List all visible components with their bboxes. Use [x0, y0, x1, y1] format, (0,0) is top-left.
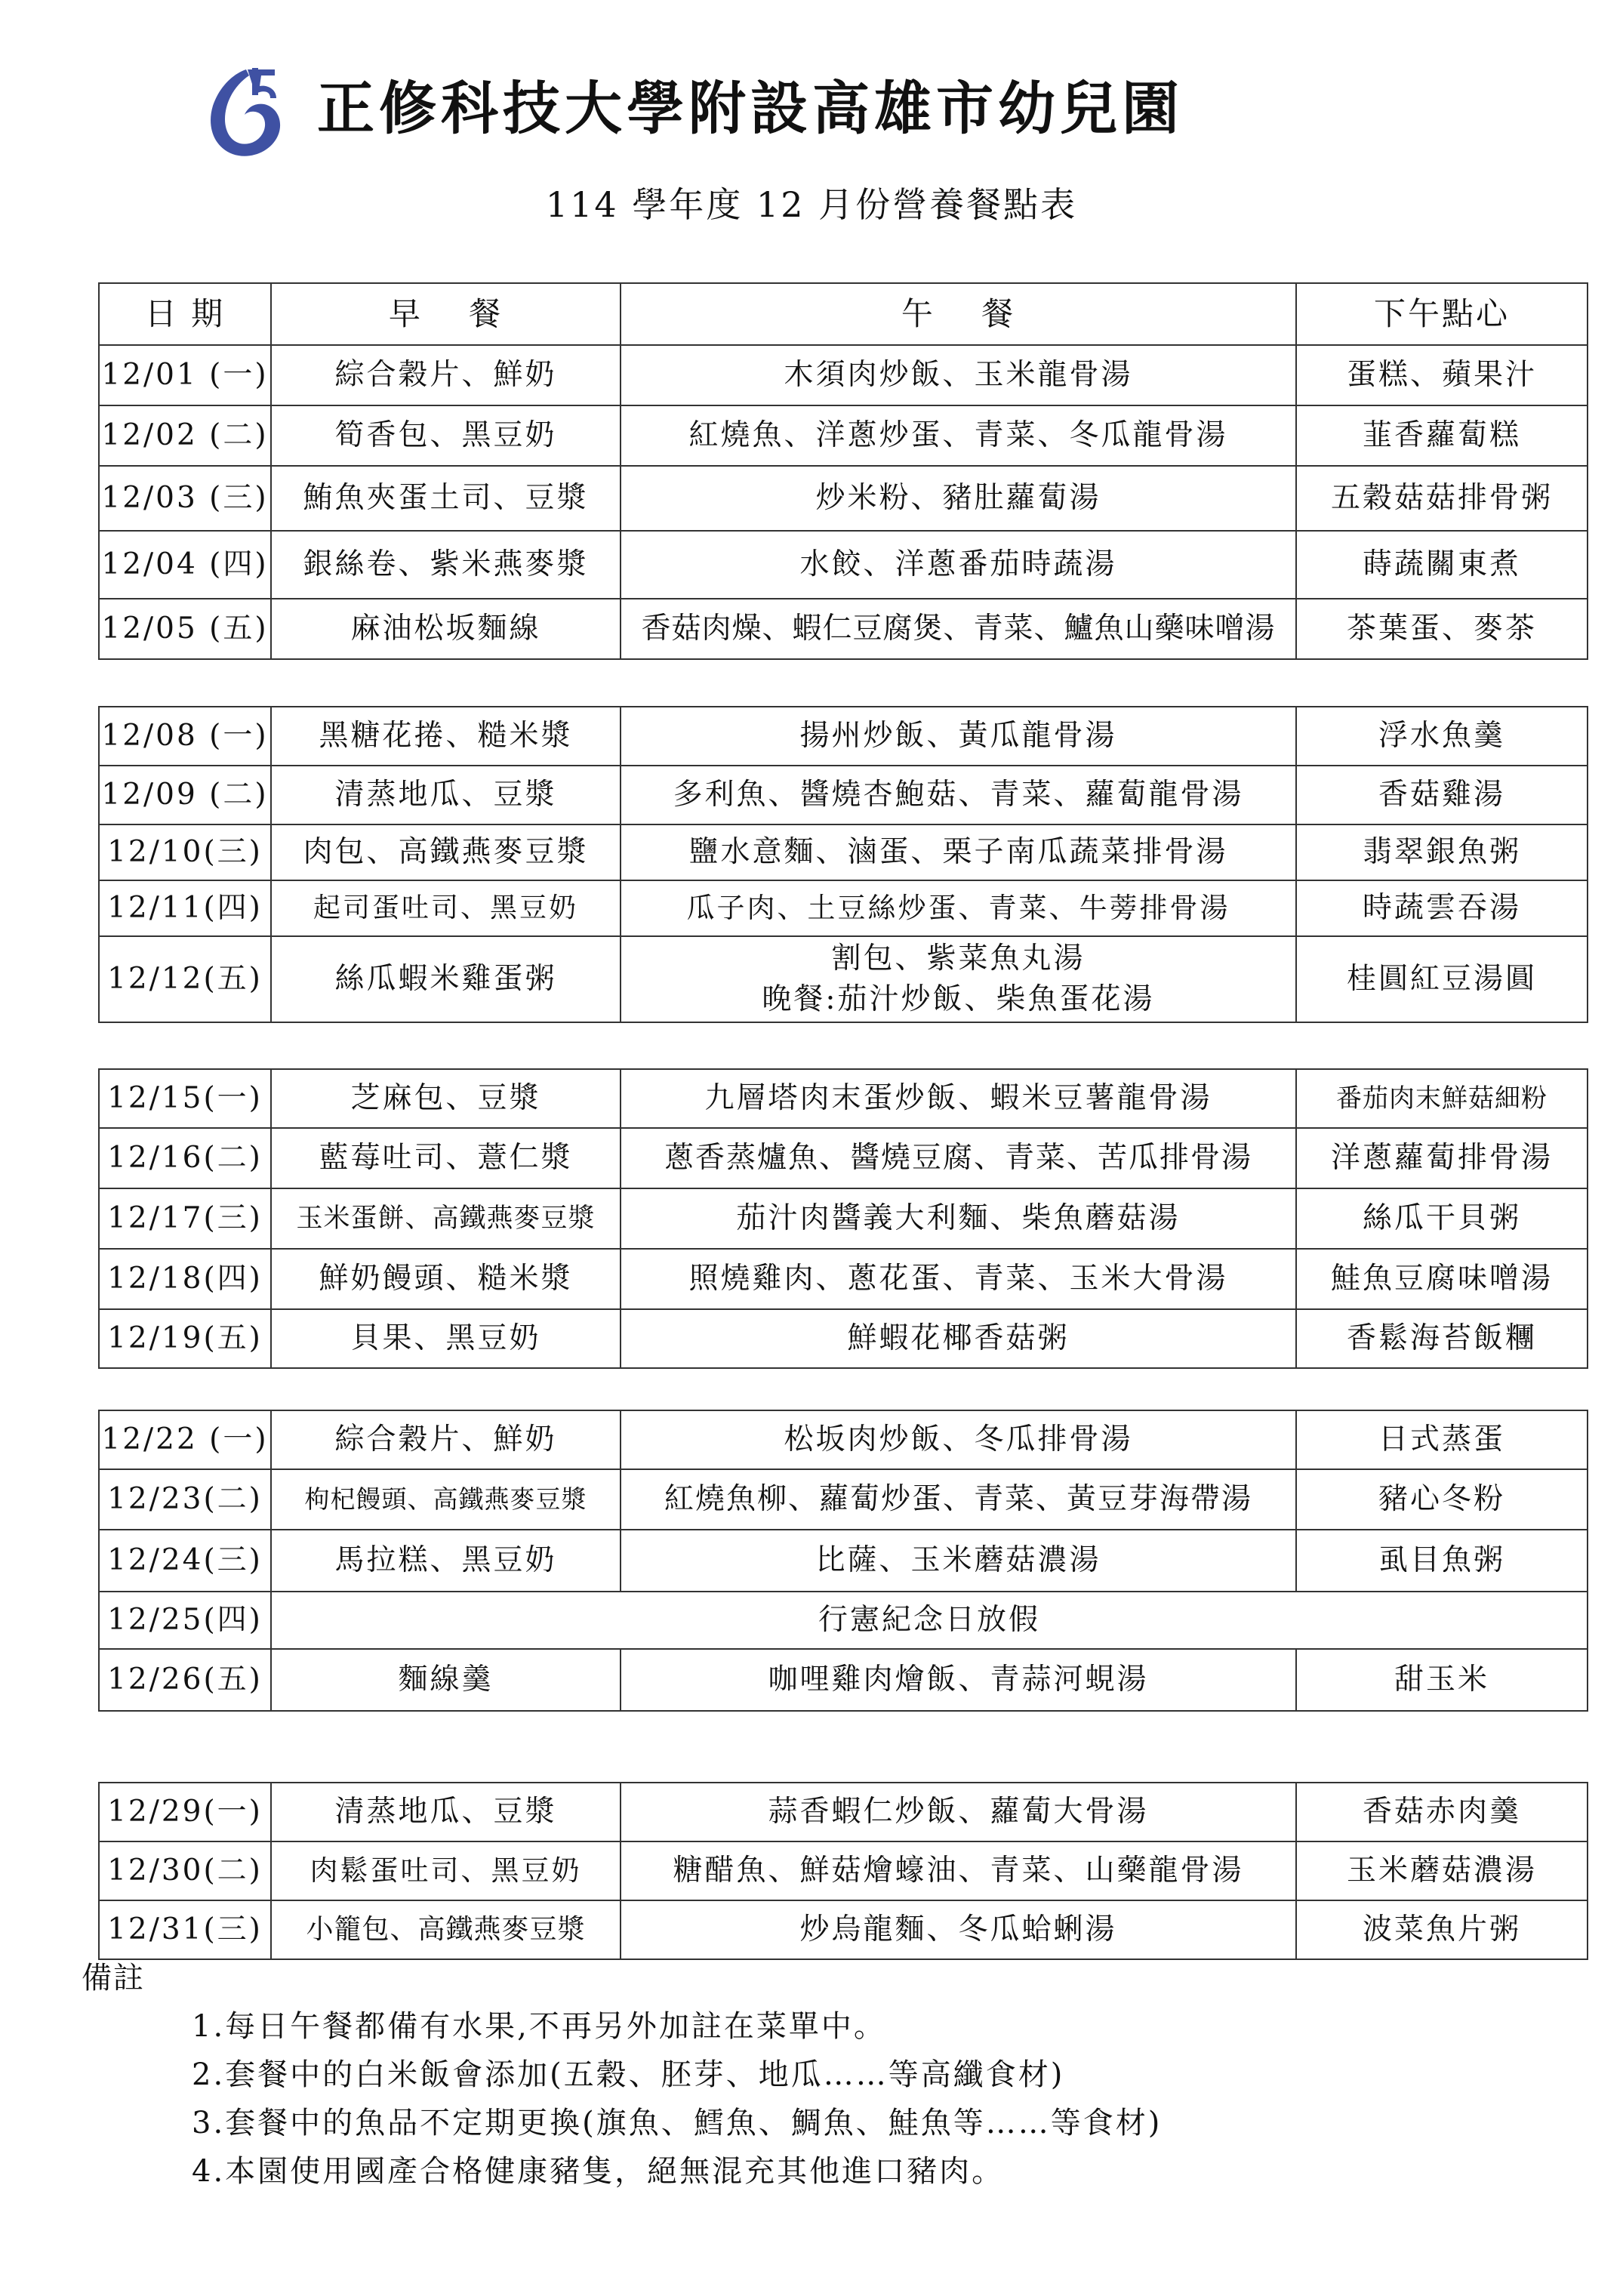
- snack-cell: 絲瓜干貝粥: [1296, 1188, 1588, 1249]
- menu-table-week-4: [98, 1410, 1588, 1712]
- snack-cell: 鮭魚豆腐味噌湯: [1296, 1249, 1588, 1309]
- notes-list: [192, 2002, 1551, 2196]
- lunch-line: 多利魚、醬燒杏鮑菇、青菜、蘿蔔龍骨湯: [673, 778, 1244, 812]
- date-cell: 12/05 (五): [99, 599, 271, 659]
- lunch-cell: [621, 1649, 1296, 1711]
- lunch-line: 瓜子肉、土豆絲炒蛋、青菜、牛蒡排骨湯: [686, 892, 1230, 924]
- lunch-line: 茄汁肉醬義大利麵、柴魚蘑菇湯: [736, 1201, 1181, 1235]
- lunch-line: 紅燒魚柳、蘿蔔炒蛋、青菜、黃豆芽海帶湯: [664, 1482, 1252, 1516]
- snack-cell: 波菜魚片粥: [1296, 1900, 1588, 1959]
- lunch-cell: [621, 1309, 1296, 1368]
- breakfast-cell: 筍香包、黑豆奶: [271, 405, 621, 466]
- breakfast-cell: 芝麻包、豆漿: [271, 1069, 621, 1128]
- lunch-cell: [621, 1249, 1296, 1309]
- breakfast-cell: 枸杞饅頭、高鐵燕麥豆漿: [271, 1469, 621, 1530]
- date-cell: 12/29(一): [99, 1783, 271, 1841]
- lunch-cell: [621, 1128, 1296, 1188]
- header-lunch: 午 餐: [621, 283, 1296, 345]
- lunch-line: 炒米粉、豬肚蘿蔔湯: [815, 481, 1101, 515]
- date-cell: 12/10(三): [99, 824, 271, 880]
- table-header-row: [99, 283, 1588, 345]
- table-row: [99, 1069, 1588, 1128]
- snack-cell: 日式蒸蛋: [1296, 1410, 1588, 1469]
- school-name-title: 正修科技大學附設高雄市幼兒園: [317, 75, 1184, 142]
- date-cell: 12/23(二): [99, 1469, 271, 1530]
- snack-cell: 番茄肉末鮮菇細粉: [1296, 1069, 1588, 1128]
- snack-cell: 玉米蘑菇濃湯: [1296, 1841, 1588, 1900]
- table-row: [99, 405, 1588, 466]
- snack-cell: 五穀菇菇排骨粥: [1296, 466, 1588, 531]
- table-row: [99, 707, 1588, 766]
- date-cell: 12/12(五): [99, 936, 271, 1022]
- lunch-line: 九層塔肉末蛋炒飯、蝦米豆薯龍骨湯: [704, 1081, 1212, 1115]
- menu-table-week-5: [98, 1782, 1588, 1960]
- lunch-cell: [621, 466, 1296, 531]
- date-cell: 12/31(三): [99, 1900, 271, 1959]
- note-item: 2.套餐中的白米飯會添加(五穀、胚芽、地瓜……等高纖食材): [192, 2057, 1065, 2092]
- table-row: [99, 599, 1588, 659]
- snack-cell: 桂圓紅豆湯圓: [1296, 936, 1588, 1022]
- lunch-line: 鮮蝦花椰香菇粥: [847, 1321, 1070, 1355]
- snack-cell: 香菇雞湯: [1296, 766, 1588, 824]
- lunch-line: 揚州炒飯、黃瓜龍骨湯: [799, 719, 1117, 753]
- lunch-line: 松坂肉炒飯、冬瓜排骨湯: [784, 1422, 1133, 1456]
- table-row: [99, 936, 1588, 1022]
- breakfast-cell: 綜合穀片、鮮奶: [271, 1410, 621, 1469]
- menu-table-week-1: [98, 282, 1588, 660]
- lunch-cell: [621, 1469, 1296, 1530]
- breakfast-cell: 貝果、黑豆奶: [271, 1309, 621, 1368]
- lunch-cell: [621, 1783, 1296, 1841]
- lunch-cell: [621, 1188, 1296, 1249]
- snack-cell: 香菇赤肉羹: [1296, 1783, 1588, 1841]
- lunch-cell: [621, 936, 1296, 1022]
- table-row: [99, 1249, 1588, 1309]
- snack-cell: 翡翠銀魚粥: [1296, 824, 1588, 880]
- lunch-line: 香菇肉燥、蝦仁豆腐煲、青菜、鱸魚山藥味噌湯: [641, 612, 1276, 646]
- date-cell: 12/02 (二): [99, 405, 271, 466]
- menu-table-week-2: [98, 706, 1588, 1023]
- lunch-cell: [621, 766, 1296, 824]
- note-item: 3.套餐中的魚品不定期更換(旗魚、鱈魚、鯛魚、鮭魚等……等食材): [192, 2106, 1163, 2140]
- notes-label: 備註: [82, 1961, 145, 1996]
- snack-cell: 時蔬雲吞湯: [1296, 880, 1588, 936]
- menu-subtitle: 114 學年度 12 月份營養餐點表: [545, 184, 1078, 225]
- date-cell: 12/09 (二): [99, 766, 271, 824]
- table-row: [99, 824, 1588, 880]
- table-row: [99, 766, 1588, 824]
- note-item: 4.本園使用國產合格健康豬隻，絕無混充其他進口豬肉。: [192, 2154, 1005, 2189]
- breakfast-cell: 玉米蛋餅、高鐵燕麥豆漿: [271, 1188, 621, 1249]
- table-row: [99, 1841, 1588, 1900]
- date-cell: 12/24(三): [99, 1530, 271, 1592]
- table-row: [99, 1649, 1588, 1711]
- note-item: 1.每日午餐都備有水果,不再另外加註在菜單中。: [192, 2009, 886, 2044]
- breakfast-cell: 清蒸地瓜、豆漿: [271, 766, 621, 824]
- table-row: [99, 466, 1588, 531]
- dinner-line: 晚餐:茄汁炒飯、柴魚蛋花湯: [762, 982, 1155, 1016]
- lunch-line: 木須肉炒飯、玉米龍骨湯: [784, 358, 1133, 392]
- snack-cell: 韮香蘿蔔糕: [1296, 405, 1588, 466]
- lunch-line: 炒烏龍麵、冬瓜蛤蜊湯: [799, 1912, 1117, 1946]
- table-row: [99, 1128, 1588, 1188]
- breakfast-cell: 藍莓吐司、薏仁漿: [271, 1128, 621, 1188]
- date-cell: 12/25(四): [99, 1592, 271, 1649]
- table-row: [99, 1530, 1588, 1592]
- breakfast-cell: 鮮奶饅頭、糙米漿: [271, 1249, 621, 1309]
- table-row: [99, 1783, 1588, 1841]
- table-row: [99, 1188, 1588, 1249]
- snack-cell: 蒔蔬關東煮: [1296, 531, 1588, 599]
- breakfast-cell: 銀絲卷、紫米燕麥漿: [271, 531, 621, 599]
- snack-cell: 浮水魚羹: [1296, 707, 1588, 766]
- table-row: [99, 345, 1588, 405]
- breakfast-cell: 清蒸地瓜、豆漿: [271, 1783, 621, 1841]
- header-date: 日 期: [99, 283, 271, 345]
- date-cell: 12/11(四): [99, 880, 271, 936]
- lunch-line: 割包、紫菜魚丸湯: [831, 942, 1086, 975]
- lunch-line: 紅燒魚、洋蔥炒蛋、青菜、冬瓜龍骨湯: [688, 418, 1228, 452]
- snack-cell: 茶葉蛋、麥茶: [1296, 599, 1588, 659]
- lunch-line: 蔥香蒸爐魚、醬燒豆腐、青菜、苦瓜排骨湯: [664, 1141, 1252, 1175]
- breakfast-cell: 綜合穀片、鮮奶: [271, 345, 621, 405]
- date-cell: 12/17(三): [99, 1188, 271, 1249]
- date-cell: 12/30(二): [99, 1841, 271, 1900]
- date-cell: 12/16(二): [99, 1128, 271, 1188]
- breakfast-cell: 麵線羹: [271, 1649, 621, 1711]
- lunch-cell: [621, 824, 1296, 880]
- lunch-cell: [621, 345, 1296, 405]
- date-cell: 12/15(一): [99, 1069, 271, 1128]
- date-cell: 12/18(四): [99, 1249, 271, 1309]
- table-row: [99, 1900, 1588, 1959]
- snack-cell: 香鬆海苔飯糰: [1296, 1309, 1588, 1368]
- lunch-line: 蒜香蝦仁炒飯、蘿蔔大骨湯: [768, 1795, 1149, 1829]
- holiday-cell: 行憲紀念日放假: [271, 1592, 1588, 1649]
- lunch-cell: [621, 707, 1296, 766]
- lunch-line: 照燒雞肉、蔥花蛋、青菜、玉米大骨湯: [688, 1262, 1228, 1296]
- date-cell: 12/26(五): [99, 1649, 271, 1711]
- snack-cell: 虱目魚粥: [1296, 1530, 1588, 1592]
- date-cell: 12/03 (三): [99, 466, 271, 531]
- lunch-cell: [621, 1841, 1296, 1900]
- breakfast-cell: 麻油松坂麵線: [271, 599, 621, 659]
- date-cell: 12/19(五): [99, 1309, 271, 1368]
- breakfast-cell: 絲瓜蝦米雞蛋粥: [271, 936, 621, 1022]
- table-row: [99, 1592, 1588, 1649]
- menu-table-week-3: [98, 1068, 1588, 1369]
- lunch-line: 比薩、玉米蘑菇濃湯: [815, 1543, 1101, 1577]
- lunch-cell: [621, 531, 1296, 599]
- lunch-line: 糖醋魚、鮮菇燴蠔油、青菜、山藥龍骨湯: [673, 1854, 1244, 1888]
- snack-cell: 甜玉米: [1296, 1649, 1588, 1711]
- date-cell: 12/22 (一): [99, 1410, 271, 1469]
- lunch-line: 咖哩雞肉燴飯、青蒜河蜆湯: [768, 1663, 1149, 1697]
- lunch-cell: [621, 405, 1296, 466]
- header-breakfast: 早 餐: [271, 283, 621, 345]
- breakfast-cell: 肉鬆蛋吐司、黑豆奶: [271, 1841, 621, 1900]
- breakfast-cell: 小籠包、高鐵燕麥豆漿: [271, 1900, 621, 1959]
- table-row: [99, 1410, 1588, 1469]
- breakfast-cell: 黑糖花捲、糙米漿: [271, 707, 621, 766]
- lunch-cell: [621, 880, 1296, 936]
- lunch-cell: [621, 599, 1296, 659]
- snack-cell: 蛋糕、蘋果汁: [1296, 345, 1588, 405]
- date-cell: 12/08 (一): [99, 707, 271, 766]
- lunch-cell: [621, 1900, 1296, 1959]
- snack-cell: 豬心冬粉: [1296, 1469, 1588, 1530]
- lunch-cell: [621, 1069, 1296, 1128]
- date-cell: 12/01 (一): [99, 345, 271, 405]
- lunch-cell: [621, 1410, 1296, 1469]
- lunch-cell: [621, 1530, 1296, 1592]
- breakfast-cell: 起司蛋吐司、黑豆奶: [271, 880, 621, 936]
- table-row: [99, 531, 1588, 599]
- breakfast-cell: 肉包、高鐵燕麥豆漿: [271, 824, 621, 880]
- table-row: [99, 1469, 1588, 1530]
- header-snack: 下午點心: [1296, 283, 1588, 345]
- date-cell: 12/04 (四): [99, 531, 271, 599]
- school-emblem-logo: [202, 63, 287, 159]
- breakfast-cell: 馬拉糕、黑豆奶: [271, 1530, 621, 1592]
- table-row: [99, 1309, 1588, 1368]
- breakfast-cell: 鮪魚夾蛋土司、豆漿: [271, 466, 621, 531]
- table-row: [99, 880, 1588, 936]
- lunch-line: 水餃、洋蔥番茄時蔬湯: [799, 547, 1117, 581]
- lunch-line: 鹽水意麵、滷蛋、栗子南瓜蔬菜排骨湯: [688, 835, 1228, 869]
- snack-cell: 洋蔥蘿蔔排骨湯: [1296, 1128, 1588, 1188]
